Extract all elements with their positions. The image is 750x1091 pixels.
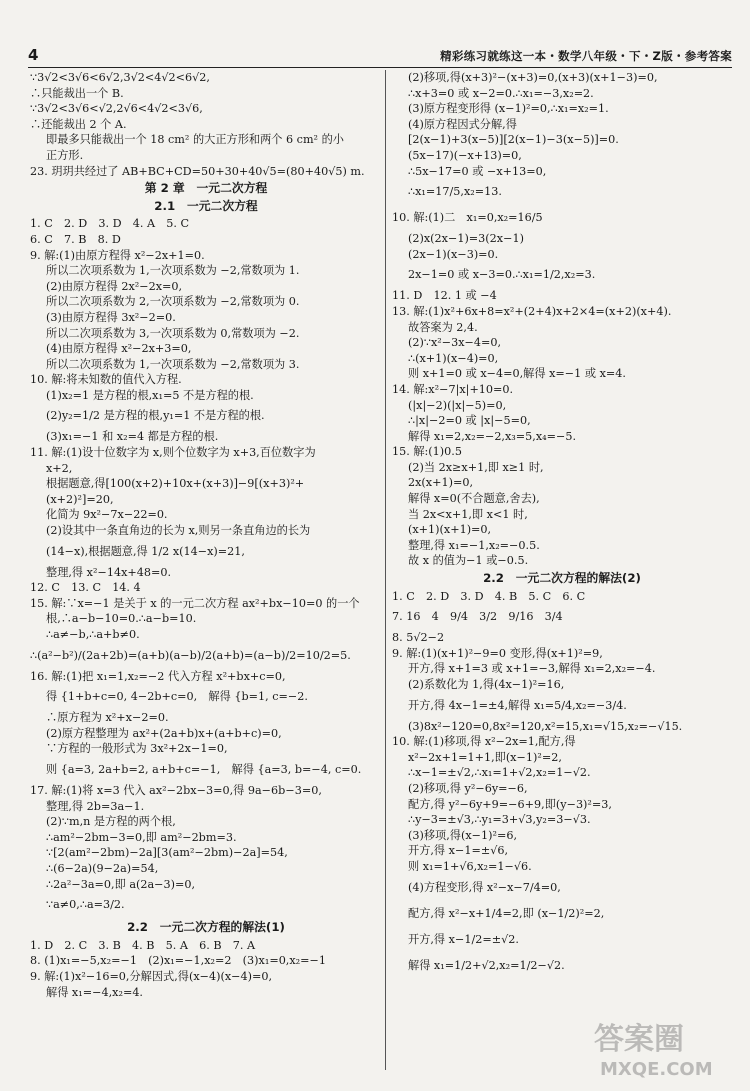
- section-heading: 2.2 一元二次方程的解法(2): [483, 571, 641, 586]
- left-answer-line: ∴a≠−b,∴a+b≠0.: [46, 628, 140, 641]
- right-answer-line: 11. D 12. 1 或 −4: [392, 289, 497, 303]
- left-answer-line: 即最多只能裁出一个 18 cm² 的大正方形和两个 6 cm² 的小: [46, 133, 344, 147]
- left-answer-line: 则 {a=3, 2a+b=2, a+b+c=−1, 解得 {a=3, b=−4, c=0.: [46, 762, 362, 776]
- left-answer-line: 9. 解:(1)x²−16=0,分解因式,得(x−4)(x−4)=0,: [30, 969, 273, 983]
- left-answer-line: 解得 x₁=−4,x₂=4.: [46, 985, 143, 999]
- left-answer-line: ∴(6−2a)(9−2a)=54,: [46, 861, 159, 875]
- left-answer-line: 10. 解:将未知数的值代入方程.: [30, 373, 182, 387]
- right-answer-line: (4)原方程因式分解,得: [408, 117, 517, 131]
- left-answer-line: ∴只能裁出一个 B.: [30, 86, 124, 100]
- right-answer-line: (2)当 2x≥x+1,即 x≥1 时,: [408, 460, 544, 474]
- left-answer-line: 整理,得 x²−14x+48=0.: [46, 565, 172, 579]
- left-answer-line: 8. (1)x₁=−5,x₂=−1 (2)x₁=−1,x₂=2 (3)x₁=0,x₂=−1: [30, 954, 327, 968]
- left-answer-line: (2)由原方程得 2x²−2x=0,: [46, 279, 183, 293]
- left-answer-line: 得 {1+b+c=0, 4−2b+c=0, 解得 {b=1, c=−2.: [46, 690, 308, 704]
- right-answer-line: ∴y−3=±√3,∴y₁=3+√3,y₂=3−√3.: [408, 813, 591, 827]
- left-answer-line: 正方形.: [46, 148, 84, 162]
- left-answer-line: x+2,: [46, 461, 73, 475]
- watermark-logo: [586, 1013, 736, 1083]
- right-answer-line: 则 x+1=0 或 x−4=0,解得 x=−1 或 x=4.: [408, 367, 626, 381]
- right-answer-line: 解得 x₁=2,x₂=−2,x₃=5,x₄=−5.: [408, 429, 577, 443]
- right-answer-line: (2)移项,得(x+3)²−(x+3)=0,(x+3)(x+1−3)=0,: [408, 71, 658, 84]
- left-answer-line: ∵方程的一般形式为 3x²+2x−1=0,: [46, 742, 228, 756]
- left-answer-line: ∵a≠0,∴a=3/2.: [46, 898, 125, 912]
- left-answer-line: (2)设其中一条直角边的长为 x,则另一条直角边的长为: [46, 524, 311, 538]
- right-answer-line: 14. 解:x²−7|x|+10=0.: [392, 382, 514, 396]
- left-answer-line: 12. C 13. C 14. 4: [30, 581, 141, 595]
- left-answer-line: 所以二次项系数为 1,一次项系数为 −2,常数项为 3.: [46, 357, 300, 371]
- section-heading: 2.1 一元二次方程: [154, 198, 258, 213]
- right-answer-line: 则 x₁=1+√6,x₂=1−√6.: [408, 859, 532, 873]
- left-answer-line: 根据题意,得[100(x+2)+10x+(x+3)]−9[(x+3)²+: [46, 477, 305, 491]
- left-answer-line: (4)由原方程得 x²−2x+3=0,: [46, 342, 192, 356]
- left-answer-line: ∵3√2<3√6<√2,2√6<4√2<3√6,: [30, 102, 203, 116]
- watermark-text-bottom: MXQE.COM: [600, 1059, 713, 1080]
- right-answer-line: 开方,得 x−1/2=±√2.: [408, 932, 519, 946]
- book-title: 精彩练习就练这一本・数学八年级・下・Z版・参考答案: [440, 49, 732, 63]
- right-answer-line: 配方,得 y²−6y+9=−6+9,即(y−3)²=3,: [408, 797, 612, 811]
- right-answer-line: 13. 解:(1)x²+6x+8=x²+(2+4)x+2×4=(x+2)(x+4).: [392, 304, 672, 318]
- right-answer-line: ∴(x+1)(x−4)=0,: [408, 351, 499, 365]
- right-answer-line: 10. 解:(1)移项,得 x²−2x=1,配方,得: [392, 735, 576, 749]
- left-answer-line: (2)∵m,n 是方程的两个根,: [46, 815, 176, 829]
- left-answer-line: ∴(a²−b²)/(2a+2b)=(a+b)(a−b)/2(a+b)=(a−b)/2=10/2=5.: [30, 648, 351, 662]
- right-answer-line: ∴x−1=±√2,∴x₁=1+√2,x₂=1−√2.: [408, 766, 591, 780]
- left-answer-line: (x+2)²]=20,: [46, 492, 114, 506]
- right-answer-line: 配方,得 x²−x+1/4=2,即 (x−1/2)²=2,: [408, 906, 605, 920]
- left-answer-line: 17. 解:(1)将 x=3 代入 ax²−2bx−3=0,得 9a−6b−3=0,: [30, 783, 322, 797]
- right-answer-line: 8. 5√2−2: [392, 631, 445, 645]
- right-answer-line: 解得 x₁=1/2+√2,x₂=1/2−√2.: [408, 958, 565, 972]
- right-answer-line: [2(x−1)+3(x−5)][2(x−1)−3(x−5)]=0.: [408, 133, 619, 147]
- left-column: [30, 70, 382, 1000]
- left-answer-line: ∴2a²−3a=0,即 a(2a−3)=0,: [46, 877, 196, 891]
- left-answer-line: 化简为 9x²−7x−22=0.: [46, 508, 168, 522]
- right-answer-line: 7. 16 4 9/4 3/2 9/16 3/4: [392, 610, 563, 624]
- right-answer-line: 9. 解:(1)(x+1)²−9=0 变形,得(x+1)²=9,: [392, 646, 603, 660]
- right-answer-line: (2)x(2x−1)=3(2x−1): [408, 232, 524, 246]
- right-answer-line: (2x−1)(x−3)=0.: [408, 247, 499, 261]
- left-answer-line: 23. 玥玥共经过了 AB+BC+CD=50+30+40√5=(80+40√5) m.: [30, 164, 365, 178]
- right-answer-line: (x+1)(x+1)=0,: [408, 523, 492, 537]
- right-answer-line: 15. 解:(1)0.5: [392, 445, 462, 459]
- right-answer-line: 故 x 的值为−1 或−0.5.: [408, 554, 529, 568]
- left-answer-line: ∵[2(am²−2bm)−2a][3(am²−2bm)−2a]=54,: [46, 846, 288, 860]
- right-answer-line: 开方,得 x−1=±√6,: [408, 844, 509, 858]
- right-answer-line: (5x−17)(−x+13)=0,: [408, 148, 522, 162]
- right-answer-line: (2)∵x²−3x−4=0,: [408, 336, 502, 350]
- left-answer-line: 16. 解:(1)把 x₁=1,x₂=−2 代入方程 x²+bx+c=0,: [30, 669, 286, 683]
- right-answer-line: (3)原方程变形得 (x−1)²=0,∴x₁=x₂=1.: [408, 102, 609, 116]
- page-number: 4: [28, 46, 39, 64]
- section-heading: 2.2 一元二次方程的解法(1): [127, 920, 285, 935]
- right-answer-line: 2x−1=0 或 x−3=0.∴x₁=1/2,x₂=3.: [408, 268, 596, 282]
- left-answer-line: 所以二次项系数为 2,一次项系数为 −2,常数项为 0.: [46, 295, 300, 309]
- left-answer-line: 所以二次项系数为 1,一次项系数为 −2,常数项为 1.: [46, 264, 300, 278]
- right-answer-line: ∴|x|−2=0 或 |x|−5=0,: [408, 414, 531, 428]
- right-answer-line: 10. 解:(1)二 x₁=0,x₂=16/5: [392, 211, 543, 225]
- left-answer-line: 6. C 7. B 8. D: [30, 232, 121, 246]
- left-answer-line: 9. 解:(1)由原方程得 x²−2x+1=0.: [30, 248, 205, 262]
- left-answer-line: 1. D 2. C 3. B 4. B 5. A 6. B 7. A: [30, 938, 256, 952]
- left-answer-line: 15. 解:∵x=−1 是关于 x 的一元二次方程 ax²+bx−10=0 的一个: [30, 596, 360, 610]
- left-answer-line: (3)由原方程得 3x²−2=0.: [46, 310, 176, 324]
- left-answer-line: 所以二次项系数为 3,一次项系数为 0,常数项为 −2.: [46, 326, 300, 340]
- left-answer-line: ∴还能裁出 2 个 A.: [30, 117, 127, 131]
- right-answer-line: 开方,得 4x−1=±4,解得 x₁=5/4,x₂=−3/4.: [408, 698, 627, 712]
- right-answer-line: 2x(x+1)=0,: [408, 476, 474, 490]
- left-answer-line: (2)y₂=1/2 是方程的根,y₁=1 不是方程的根.: [46, 409, 265, 423]
- right-answer-line: 整理,得 x₁=−1,x₂=−0.5.: [408, 538, 540, 552]
- right-column: [392, 70, 732, 979]
- right-answer-line: (3)移项,得(x−1)²=6,: [408, 828, 518, 842]
- right-answer-line: ∴x₁=17/5,x₂=13.: [408, 185, 502, 199]
- left-answer-line: (3)x₁=−1 和 x₂=4 都是方程的根.: [46, 430, 219, 444]
- right-answer-line: x²−2x+1=1+1,即(x−1)²=2,: [408, 750, 562, 764]
- left-answer-line: ∴am²−2bm−3=0,即 am²−2bm=3.: [46, 830, 237, 844]
- left-answer-line: (1)x₂=1 是方程的根,x₁=5 不是方程的根.: [46, 388, 254, 402]
- column-divider: [385, 70, 386, 1070]
- left-answer-line: 11. 解:(1)设十位数字为 x,则个位数字为 x+3,百位数字为: [30, 446, 316, 460]
- left-answer-line: ∵3√2<3√6<6√2,3√2<4√2<6√2,: [30, 71, 210, 84]
- left-answer-line: (14−x),根据题意,得 1/2 x(14−x)=21,: [46, 544, 245, 558]
- right-answer-line: 解得 x=0(不合题意,舍去),: [408, 492, 540, 506]
- right-answer-line: ∴5x−17=0 或 −x+13=0,: [408, 164, 547, 178]
- right-answer-line: (3)8x²−120=0,8x²=120,x²=15,x₁=√15,x₂=−√15.: [408, 719, 683, 733]
- right-answer-line: 当 2x<x+1,即 x<1 时,: [408, 507, 528, 521]
- right-answer-line: 开方,得 x+1=3 或 x+1=−3,解得 x₁=2,x₂=−4.: [408, 662, 656, 676]
- section-heading: 第 2 章 一元二次方程: [144, 181, 268, 196]
- left-answer-line: 1. C 2. D 3. D 4. A 5. C: [30, 217, 190, 231]
- left-answer-line: 整理,得 2b=3a−1.: [46, 799, 145, 813]
- right-answer-line: (4)方程变形,得 x²−x−7/4=0,: [408, 880, 561, 894]
- right-answer-line: ∴x+3=0 或 x−2=0.∴x₁=−3,x₂=2.: [408, 86, 594, 100]
- left-answer-line: 根,∴a−b−10=0.∴a−b=10.: [46, 612, 197, 626]
- page-header: [28, 38, 732, 68]
- right-answer-line: (|x|−2)(|x|−5)=0,: [408, 398, 507, 412]
- right-answer-line: (2)移项,得 y²−6y=−6,: [408, 781, 528, 795]
- right-answer-line: 1. C 2. D 3. D 4. B 5. C 6. C: [392, 589, 586, 603]
- right-answer-line: 故答案为 2,4.: [408, 320, 478, 334]
- left-answer-line: (2)原方程整理为 ax²+(2a+b)x+(a+b+c)=0,: [46, 726, 282, 740]
- right-answer-line: (2)系数化为 1,得(4x−1)²=16,: [408, 678, 565, 691]
- left-answer-line: ∴原方程为 x²+x−2=0.: [46, 711, 169, 725]
- watermark-text-top: 答案圈: [594, 1022, 684, 1057]
